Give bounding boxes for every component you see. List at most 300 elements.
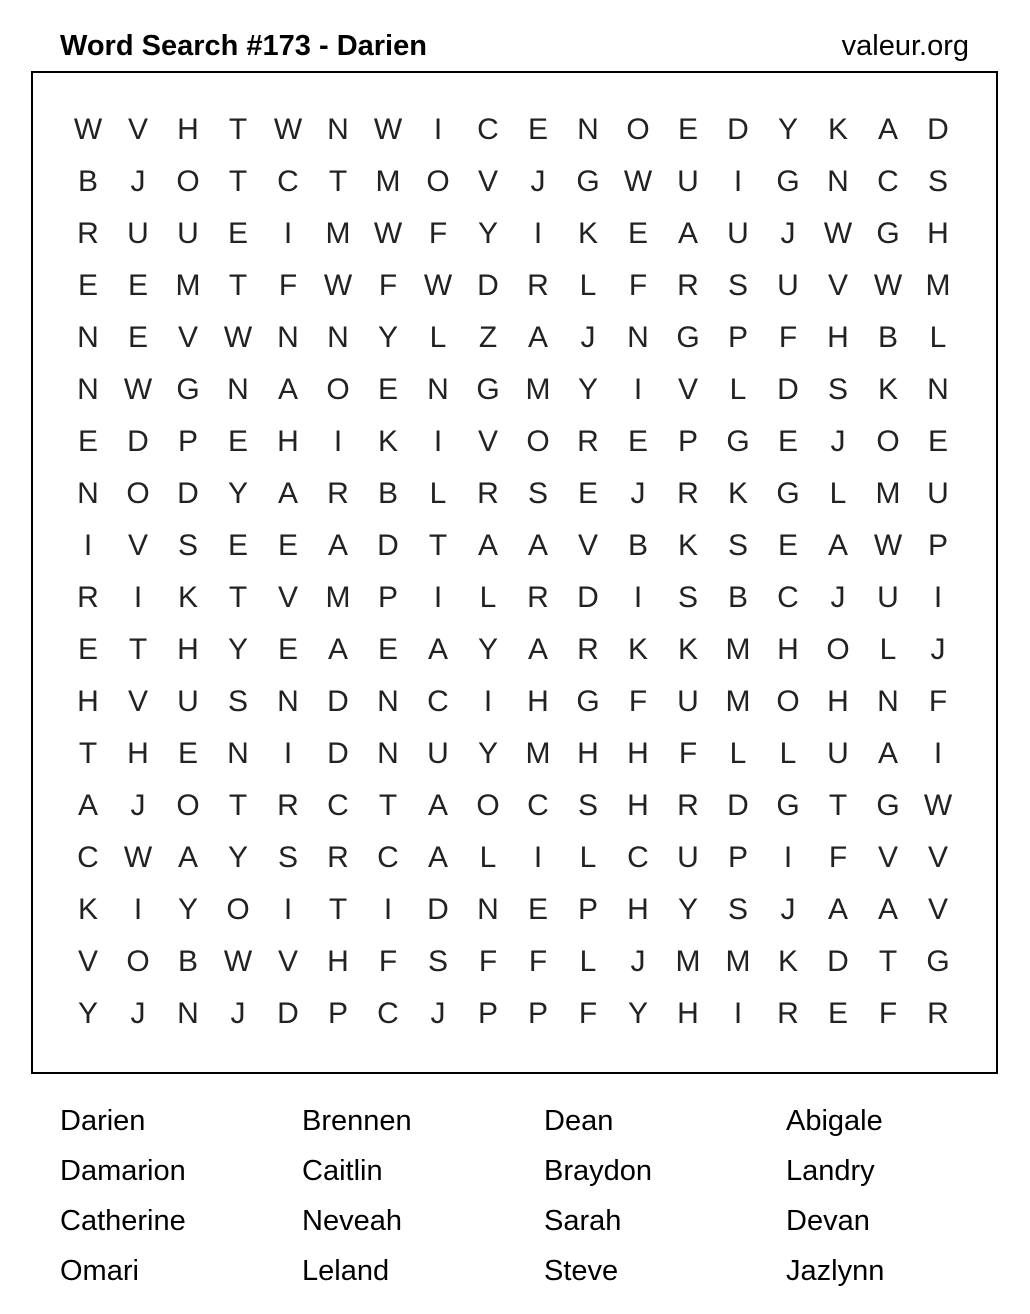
grid-letter: F	[778, 321, 798, 354]
grid-letter: F	[378, 945, 398, 978]
grid-letter: D	[377, 529, 399, 562]
grid-letter: K	[577, 217, 598, 250]
grid-letter: O	[626, 113, 650, 146]
grid-letter: G	[876, 789, 900, 822]
grid-letter: L	[929, 321, 947, 354]
grid-letter: K	[677, 529, 698, 562]
grid-letter: D	[777, 373, 799, 406]
grid-letter: W	[123, 841, 153, 874]
grid-letter: L	[429, 477, 447, 510]
grid-letter: E	[277, 633, 298, 666]
grid-letter: N	[377, 685, 399, 718]
grid-letter: O	[126, 477, 150, 510]
grid-letter: T	[228, 789, 248, 822]
word-list-item: Dean	[544, 1105, 614, 1137]
grid-letter: J	[130, 789, 146, 822]
grid-letter: L	[479, 581, 497, 614]
grid-letter: A	[877, 893, 898, 926]
grid-letter: E	[577, 477, 598, 510]
word-list-item: Braydon	[544, 1155, 653, 1187]
grid-letter: R	[527, 269, 549, 302]
puzzle-title: Word Search #173 - Darien	[60, 30, 427, 62]
grid-letter: U	[177, 217, 199, 250]
grid-letter: N	[577, 113, 599, 146]
grid-letter: A	[527, 529, 548, 562]
grid-letter: T	[878, 945, 898, 978]
grid-letter: N	[277, 685, 299, 718]
grid-letter: I	[533, 217, 543, 250]
grid-letter: A	[427, 841, 448, 874]
grid-letter: M	[725, 945, 751, 978]
grid-letter: E	[777, 425, 798, 458]
grid-letter: R	[77, 581, 99, 614]
grid-letter: R	[577, 633, 599, 666]
grid-letter: W	[373, 217, 403, 250]
grid-letter: T	[328, 165, 348, 198]
grid-letter: P	[377, 581, 398, 614]
grid-letter: T	[78, 737, 98, 770]
grid-letter: E	[277, 529, 298, 562]
grid-letter: C	[627, 841, 649, 874]
grid-letter: C	[277, 165, 299, 198]
grid-letter: W	[823, 217, 853, 250]
grid-letter: G	[926, 945, 950, 978]
grid-letter: S	[727, 893, 748, 926]
grid-letter: H	[777, 633, 799, 666]
grid-letter: W	[223, 945, 253, 978]
word-list-item: Damarion	[60, 1155, 186, 1187]
grid-letter: Y	[377, 321, 398, 354]
grid-letter: E	[527, 113, 548, 146]
grid-letter: N	[77, 373, 99, 406]
grid-letter: O	[776, 685, 800, 718]
grid-letter: N	[927, 373, 949, 406]
grid-letter: G	[776, 165, 800, 198]
grid-letter: C	[327, 789, 349, 822]
word-list-item: Abigale	[786, 1105, 883, 1137]
grid-letter: H	[627, 789, 649, 822]
grid-letter: F	[278, 269, 298, 302]
grid-letter: Y	[227, 633, 248, 666]
grid-letter: R	[77, 217, 99, 250]
grid-letter: V	[577, 529, 598, 562]
grid-letter: V	[677, 373, 698, 406]
grid-letter: L	[829, 477, 847, 510]
grid-letter: E	[527, 893, 548, 926]
grid-letter: A	[827, 893, 848, 926]
grid-letter: G	[676, 321, 700, 354]
grid-letter: D	[327, 737, 349, 770]
grid-letter: I	[333, 425, 343, 458]
grid-letter: V	[927, 893, 948, 926]
grid-letter: K	[377, 425, 398, 458]
grid-letter: O	[176, 789, 200, 822]
grid-letter: L	[729, 373, 747, 406]
grid-letter: N	[227, 373, 249, 406]
grid-letter: O	[526, 425, 550, 458]
grid-letter: L	[579, 945, 597, 978]
grid-letter: Y	[477, 633, 498, 666]
grid-letter: J	[430, 997, 446, 1030]
grid-letter: A	[477, 529, 498, 562]
grid-letter: D	[727, 113, 749, 146]
grid-letter: I	[433, 113, 443, 146]
grid-letter: J	[780, 893, 796, 926]
site-name: valeur.org	[841, 30, 969, 62]
grid-letter: W	[223, 321, 253, 354]
grid-letter: O	[126, 945, 150, 978]
grid-letter: D	[577, 581, 599, 614]
grid-letter: H	[277, 425, 299, 458]
grid-letter: W	[373, 113, 403, 146]
grid-letter: I	[283, 893, 293, 926]
grid-letter: K	[877, 373, 898, 406]
grid-letter: W	[273, 113, 303, 146]
grid-letter: E	[227, 217, 248, 250]
grid-letter: T	[228, 581, 248, 614]
grid-letter: F	[428, 217, 448, 250]
grid-letter: Y	[677, 893, 698, 926]
grid-letter: R	[927, 997, 949, 1030]
grid-letter: J	[830, 425, 846, 458]
grid-letter: D	[727, 789, 749, 822]
grid-letter: H	[627, 737, 649, 770]
grid-letter: E	[77, 633, 98, 666]
grid-letter: F	[878, 997, 898, 1030]
grid-letter: K	[677, 633, 698, 666]
grid-letter: F	[628, 269, 648, 302]
word-list-item: Caitlin	[302, 1155, 383, 1187]
grid-letter: M	[325, 217, 351, 250]
grid-letter: H	[77, 685, 99, 718]
grid-letter: C	[527, 789, 549, 822]
grid-letter: U	[677, 685, 699, 718]
grid-letter: E	[927, 425, 948, 458]
word-list-item: Steve	[544, 1255, 619, 1287]
grid-letter: A	[277, 477, 298, 510]
grid-letter: J	[930, 633, 946, 666]
grid-letter: L	[429, 321, 447, 354]
grid-letter: S	[527, 477, 548, 510]
grid-letter: W	[123, 373, 153, 406]
grid-letter: N	[227, 737, 249, 770]
grid-letter: T	[128, 633, 148, 666]
grid-letter: B	[377, 477, 398, 510]
grid-letter: E	[777, 529, 798, 562]
grid-letter: V	[77, 945, 98, 978]
grid-letter: J	[130, 165, 146, 198]
grid-letter: A	[77, 789, 98, 822]
grid-letter: A	[527, 633, 548, 666]
grid-letter: D	[827, 945, 849, 978]
grid-letter: N	[277, 321, 299, 354]
grid-letter: N	[327, 113, 349, 146]
grid-letter: K	[777, 945, 798, 978]
grid-letter: W	[873, 529, 903, 562]
grid-letter: J	[630, 477, 646, 510]
grid-letter: D	[277, 997, 299, 1030]
grid-letter: V	[277, 945, 298, 978]
grid-letter: C	[777, 581, 799, 614]
grid-letter: H	[927, 217, 949, 250]
grid-letter: I	[283, 737, 293, 770]
grid-letter: K	[177, 581, 198, 614]
grid-letter: S	[727, 269, 748, 302]
grid-letter: N	[827, 165, 849, 198]
grid-letter: D	[177, 477, 199, 510]
grid-letter: E	[377, 373, 398, 406]
grid-letter: S	[727, 529, 748, 562]
grid-letter: N	[627, 321, 649, 354]
grid-letter: C	[877, 165, 899, 198]
grid-letter: S	[577, 789, 598, 822]
grid-letter: I	[783, 841, 793, 874]
grid-letter: D	[327, 685, 349, 718]
word-list-item: Landry	[786, 1155, 875, 1187]
grid-letter: I	[933, 581, 943, 614]
grid-letter: T	[328, 893, 348, 926]
grid-letter: U	[677, 165, 699, 198]
grid-letter: G	[576, 685, 600, 718]
grid-letter: M	[875, 477, 901, 510]
grid-letter: O	[826, 633, 850, 666]
grid-letter: E	[177, 737, 198, 770]
grid-letter: R	[677, 477, 699, 510]
grid-letter: T	[378, 789, 398, 822]
grid-letter: I	[633, 373, 643, 406]
grid-letter: F	[478, 945, 498, 978]
grid-letter: R	[577, 425, 599, 458]
grid-letter: S	[427, 945, 448, 978]
grid-letter: J	[630, 945, 646, 978]
grid-letter: G	[876, 217, 900, 250]
grid-letter: F	[928, 685, 948, 718]
grid-letter: A	[177, 841, 198, 874]
grid-letter: U	[427, 737, 449, 770]
word-list-item: Neveah	[302, 1205, 402, 1237]
grid-letter: G	[576, 165, 600, 198]
grid-letter: O	[426, 165, 450, 198]
letter-grid	[63, 104, 963, 1040]
grid-letter: H	[327, 945, 349, 978]
grid-letter: L	[879, 633, 897, 666]
grid-letter: V	[827, 269, 848, 302]
grid-letter: E	[227, 529, 248, 562]
grid-letter: B	[627, 529, 648, 562]
grid-letter: P	[527, 997, 548, 1030]
word-list-item: Catherine	[60, 1205, 186, 1237]
grid-letter: F	[628, 685, 648, 718]
grid-letter: P	[677, 425, 698, 458]
grid-letter: V	[877, 841, 898, 874]
grid-letter: I	[283, 217, 293, 250]
grid-letter: H	[627, 893, 649, 926]
word-list-item: Leland	[302, 1255, 390, 1287]
grid-letter: N	[877, 685, 899, 718]
grid-letter: P	[577, 893, 598, 926]
grid-letter: N	[377, 737, 399, 770]
grid-letter: A	[427, 789, 448, 822]
grid-letter: A	[277, 373, 298, 406]
grid-letter: Y	[627, 997, 648, 1030]
grid-letter: O	[326, 373, 350, 406]
grid-letter: T	[428, 529, 448, 562]
word-list	[60, 1096, 1030, 1296]
grid-letter: U	[827, 737, 849, 770]
grid-letter: A	[877, 113, 898, 146]
grid-letter: W	[73, 113, 103, 146]
grid-letter: W	[923, 789, 953, 822]
grid-letter: G	[726, 425, 750, 458]
grid-letter: Y	[227, 841, 248, 874]
grid-letter: E	[77, 425, 98, 458]
word-list-item: Devan	[786, 1205, 870, 1237]
grid-letter: F	[828, 841, 848, 874]
grid-letter: V	[477, 425, 498, 458]
grid-letter: F	[678, 737, 698, 770]
grid-letter: N	[327, 321, 349, 354]
grid-letter: L	[779, 737, 797, 770]
grid-letter: I	[83, 529, 93, 562]
grid-letter: G	[476, 373, 500, 406]
grid-letter: G	[776, 477, 800, 510]
grid-letter: E	[377, 633, 398, 666]
grid-letter: V	[127, 529, 148, 562]
grid-letter: I	[733, 997, 743, 1030]
grid-letter: A	[327, 529, 348, 562]
grid-letter: A	[527, 321, 548, 354]
grid-letter: O	[176, 165, 200, 198]
grid-letter: S	[677, 581, 698, 614]
grid-letter: U	[927, 477, 949, 510]
grid-letter: I	[433, 581, 443, 614]
grid-letter: P	[477, 997, 498, 1030]
word-list-item: Darien	[60, 1105, 146, 1137]
grid-letter: S	[227, 685, 248, 718]
grid-letter: E	[77, 269, 98, 302]
grid-letter: K	[827, 113, 848, 146]
grid-letter: U	[877, 581, 899, 614]
grid-letter: H	[577, 737, 599, 770]
grid-letter: F	[578, 997, 598, 1030]
grid-letter: A	[427, 633, 448, 666]
grid-letter: J	[830, 581, 846, 614]
grid-letter: I	[433, 425, 443, 458]
grid-letter: Y	[77, 997, 98, 1030]
grid-letter: J	[580, 321, 596, 354]
grid-letter: I	[733, 165, 743, 198]
grid-letter: H	[527, 685, 549, 718]
grid-letter: Y	[477, 217, 498, 250]
grid-letter: N	[427, 373, 449, 406]
word-list-item: Jazlynn	[786, 1255, 885, 1287]
grid-letter: N	[477, 893, 499, 926]
grid-letter: K	[727, 477, 748, 510]
grid-letter: T	[228, 269, 248, 302]
grid-letter: B	[77, 165, 98, 198]
grid-letter: I	[133, 893, 143, 926]
grid-letter: H	[177, 633, 199, 666]
grid-letter: Y	[227, 477, 248, 510]
grid-letter: Y	[777, 113, 798, 146]
grid-letter: T	[228, 113, 248, 146]
grid-letter: O	[876, 425, 900, 458]
grid-letter: O	[476, 789, 500, 822]
grid-letter: H	[827, 685, 849, 718]
grid-letter: M	[675, 945, 701, 978]
grid-letter: P	[327, 997, 348, 1030]
grid-letter: F	[378, 269, 398, 302]
grid-letter: M	[725, 633, 751, 666]
grid-letter: E	[627, 217, 648, 250]
grid-letter: A	[677, 217, 698, 250]
grid-letter: C	[377, 997, 399, 1030]
grid-letter: R	[277, 789, 299, 822]
grid-letter: I	[933, 737, 943, 770]
grid-letter: N	[177, 997, 199, 1030]
grid-letter: L	[729, 737, 747, 770]
grid-letter: L	[479, 841, 497, 874]
grid-letter: Y	[577, 373, 598, 406]
grid-letter: M	[925, 269, 951, 302]
grid-letter: D	[427, 893, 449, 926]
grid-letter: E	[627, 425, 648, 458]
grid-letter: J	[780, 217, 796, 250]
grid-letter: C	[477, 113, 499, 146]
grid-letter: E	[677, 113, 698, 146]
grid-letter: R	[327, 477, 349, 510]
grid-letter: E	[827, 997, 848, 1030]
grid-letter: D	[127, 425, 149, 458]
grid-letter: M	[525, 373, 551, 406]
grid-letter: U	[177, 685, 199, 718]
grid-letter: W	[623, 165, 653, 198]
grid-letter: I	[633, 581, 643, 614]
grid-letter: O	[226, 893, 250, 926]
grid-letter: E	[227, 425, 248, 458]
grid-letter: B	[177, 945, 198, 978]
grid-letter: F	[528, 945, 548, 978]
grid-letter: Y	[477, 737, 498, 770]
grid-letter: I	[483, 685, 493, 718]
grid-letter: V	[927, 841, 948, 874]
grid-letter: L	[579, 269, 597, 302]
grid-letter: H	[127, 737, 149, 770]
grid-letter: C	[77, 841, 99, 874]
grid-letter: I	[383, 893, 393, 926]
grid-letter: U	[127, 217, 149, 250]
word-list-item: Omari	[60, 1255, 139, 1287]
grid-letter: B	[877, 321, 898, 354]
grid-letter: I	[533, 841, 543, 874]
grid-letter: Z	[478, 321, 498, 354]
grid-letter: T	[228, 165, 248, 198]
grid-letter: M	[725, 685, 751, 718]
grid-letter: W	[873, 269, 903, 302]
grid-letter: J	[130, 997, 146, 1030]
grid-letter: R	[777, 997, 799, 1030]
word-list-item: Brennen	[302, 1105, 412, 1137]
grid-letter: R	[477, 477, 499, 510]
grid-letter: S	[927, 165, 948, 198]
grid-letter: P	[927, 529, 948, 562]
grid-letter: U	[677, 841, 699, 874]
grid-letter: G	[776, 789, 800, 822]
grid-letter: B	[727, 581, 748, 614]
grid-letter: C	[427, 685, 449, 718]
grid-letter: V	[127, 113, 148, 146]
grid-letter: M	[325, 581, 351, 614]
